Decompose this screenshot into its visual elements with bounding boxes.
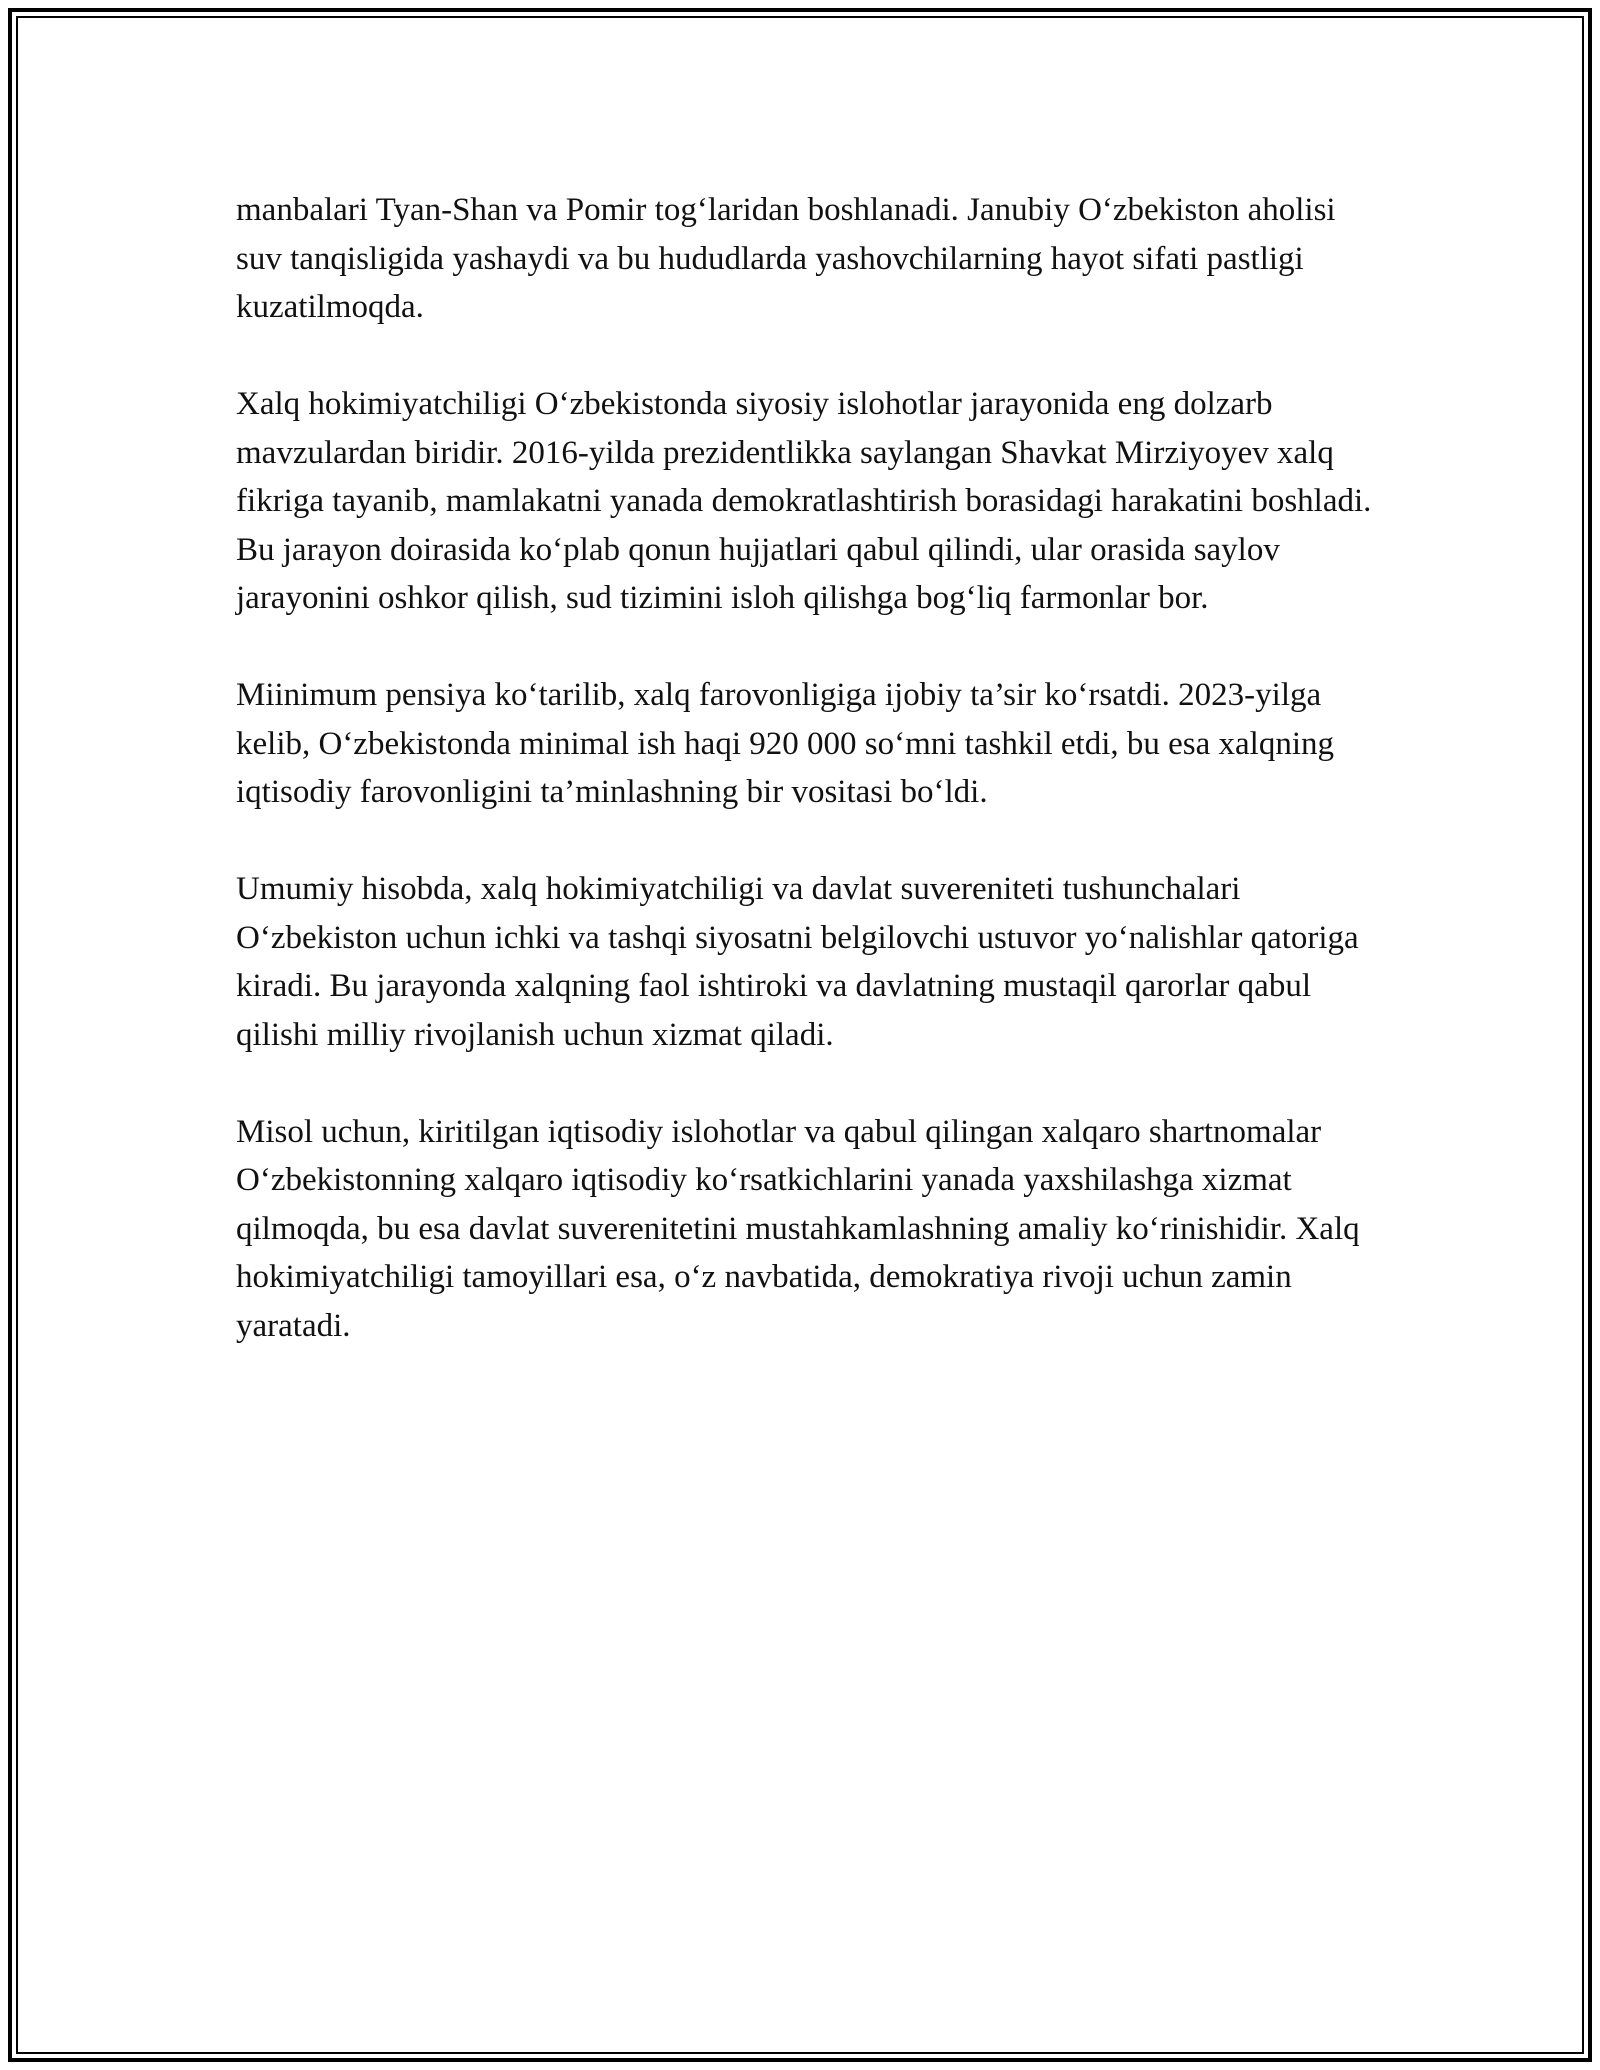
- paragraph-1: manbalari Tyan-Shan va Pomir tog‘laridan boshlanadi. Janubiy O‘zbekiston aholisi suv tanqisligida yashaydi va bu hududlarda yashovchilarning hayot sifati pastligi kuzatilmoqda.: [236, 192, 1336, 325]
- paragraph-2: Xalq hokimiyatchiligi O‘zbekistonda siyosiy islohotlar jarayonida eng dolzarb mavzulardan biridir. 2016-yilda prezidentlikka saylangan Shavkat Mirziyoyev xalq fikriga tayanib, mamlakatni yanada demokratlashtirish borasidagi harakatini boshladi. Bu jarayon doirasida ko‘plab qonun hujjatlari qabul qilindi, ular orasida saylov jarayonini oshkor qilish, sud tizimini isloh qilishga bog‘liq farmonlar bor.: [236, 386, 1372, 616]
- document-body: [236, 186, 1376, 1399]
- paragraph-3: Miinimum pensiya ko‘tarilib, xalq farovonligiga ijobiy ta’sir ko‘rsatdi. 2023-yilga kelib, O‘zbekistonda minimal ish haqi 920 000 so‘mni tashkil etdi, bu esa xalqning iqtisodiy farovonligini ta’minlashning bir vositasi bo‘ldi.: [236, 677, 1335, 810]
- paragraph-5: Misol uchun, kiritilgan iqtisodiy islohotlar va qabul qilingan xalqaro shartnomalar O‘zbekistonning xalqaro iqtisodiy ko‘rsatkichlarini yanada yaxshilashga xizmat qilmoqda, bu esa davlat suverenitetini mustahkamlashning amaliy ko‘rinishidir. Xalq hokimiyatchiligi tamoyillari esa, o‘z navbatida, demokratiya rivoji uchun zamin yaratadi.: [236, 1113, 1360, 1344]
- paragraph-4: Umumiy hisobda, xalq hokimiyatchiligi va davlat suvereniteti tushunchalari O‘zbekiston uchun ichki va tashqi siyosatni belgilovchi ustuvor yo‘nalishlar qatoriga kiradi. Bu jarayonda xalqning faol ishtiroki va davlatning mustaqil qarorlar qabul qilishi milliy rivojlanish uchun xizmat qiladi.: [236, 871, 1359, 1053]
